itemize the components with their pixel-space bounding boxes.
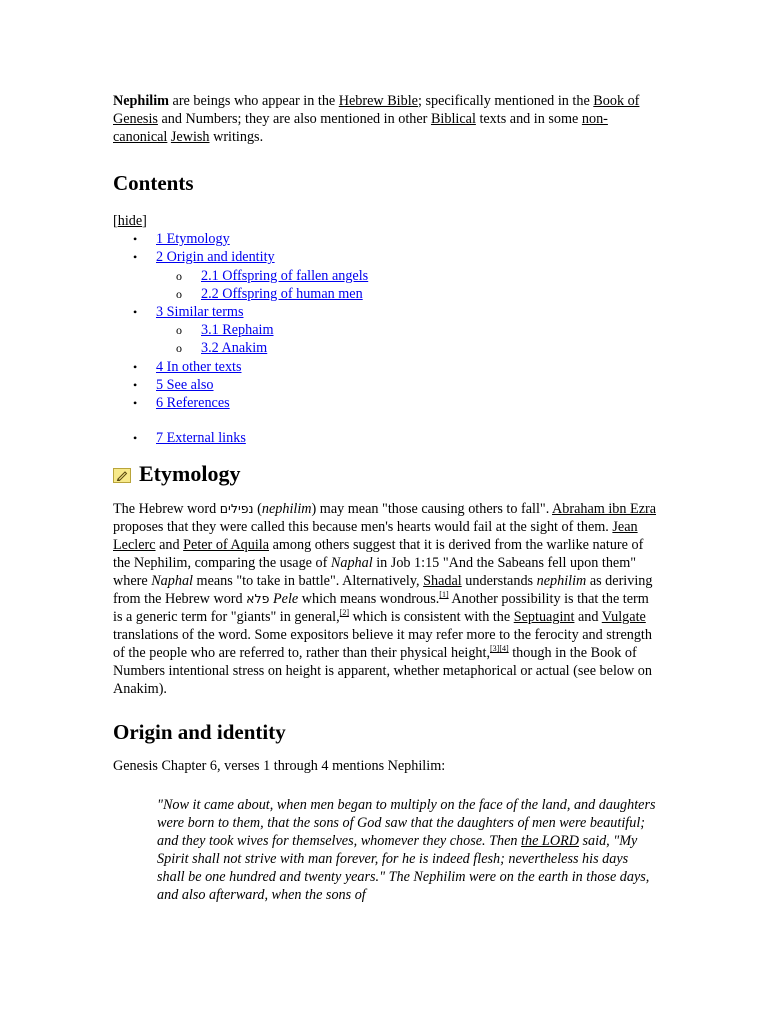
bullet-icon: •	[133, 250, 138, 265]
link-non-canonical[interactable]: non-canonical	[113, 111, 608, 145]
circle-bullet-icon: o	[176, 268, 182, 283]
etymology-heading-text: Etymology	[139, 461, 241, 487]
toc-hide-toggle: [hide]	[113, 213, 147, 229]
table-of-contents	[113, 212, 658, 447]
link-shadal[interactable]: Shadal	[423, 573, 462, 590]
toc-item	[113, 394, 658, 412]
toc-subitem	[113, 285, 658, 303]
link-abraham-ibn-ezra[interactable]: Abraham ibn Ezra	[552, 501, 657, 518]
toc-link-rephaim[interactable]: 3.1 Rephaim	[201, 322, 274, 339]
link-hebrew-bible[interactable]: Hebrew Bible	[338, 93, 418, 109]
link-the-lord[interactable]: the LORD	[521, 833, 579, 850]
toc-list	[113, 230, 658, 447]
contents-heading: Contents	[113, 171, 194, 195]
toc-hide-link[interactable]: hide	[117, 213, 143, 229]
etymology-heading	[113, 461, 658, 487]
link-septuagint[interactable]: Septuagint	[513, 609, 575, 626]
intro-paragraph: Nephilim are beings who appear in the Hebrew Bible; specifically mentioned in the Book of Genesis and Numbers; they are also mentioned in other Biblical texts and in some non-canonical Jewish writings.	[113, 93, 640, 145]
link-jewish[interactable]: Jewish	[170, 129, 210, 145]
bullet-icon: •	[133, 305, 138, 320]
bullet-icon: •	[133, 232, 138, 247]
toc-link-etymology[interactable]: 1 Etymology	[156, 231, 230, 248]
toc-subitem	[113, 339, 658, 357]
intro-term: Nephilim	[113, 93, 169, 109]
genesis-quote: "Now it came about, when men began to multiply on the face of the land, and daughters were born to them, that the sons of God saw that the daughters of men were beautiful; and they took wives for themselves, whomever they chose. Then the LORD said, "My Spirit shall not strive with man forever, for he is indeed flesh; nevertheless his days shall be one hundred and twenty years." The Nephilim were on the earth in those days, and also afterward, when the sons of	[157, 797, 656, 904]
origin-paragraph: Genesis Chapter 6, verses 1 through 4 mentions Nephilim:	[113, 758, 446, 775]
link-book-of-genesis[interactable]: Book of Genesis	[113, 93, 640, 127]
link-jean-leclerc[interactable]: Jean Leclerc	[113, 519, 638, 554]
toc-link-similar-terms[interactable]: 3 Similar terms	[156, 304, 244, 321]
toc-subitem	[113, 267, 658, 285]
ref-4[interactable]: [4]	[499, 644, 509, 654]
toc-item	[113, 429, 658, 447]
pencil-icon	[116, 470, 128, 481]
circle-bullet-icon: o	[176, 323, 182, 338]
toc-link-other-texts[interactable]: 4 In other texts	[156, 358, 242, 375]
bullet-icon: •	[133, 396, 138, 411]
toc-item	[113, 230, 658, 248]
toc-subitem	[113, 321, 658, 339]
toc-link-origin[interactable]: 2 Origin and identity	[156, 249, 275, 266]
bullet-icon: •	[133, 431, 138, 446]
hebrew-pele: פלא	[246, 591, 270, 607]
bullet-icon: •	[133, 359, 138, 374]
link-biblical[interactable]: Biblical	[430, 111, 476, 127]
toc-link-external-links[interactable]: 7 External links	[156, 430, 246, 447]
toc-item	[113, 303, 658, 321]
article-page	[113, 92, 658, 904]
ref-3[interactable]: [3]	[490, 644, 500, 654]
ref-2[interactable]: [2]	[339, 608, 350, 618]
toc-link-anakim[interactable]: 3.2 Anakim	[201, 340, 268, 357]
circle-bullet-icon: o	[176, 341, 182, 356]
circle-bullet-icon: o	[176, 286, 182, 301]
toc-link-references[interactable]: 6 References	[156, 395, 230, 412]
link-peter-of-aquila[interactable]: Peter of Aquila	[183, 537, 270, 554]
origin-heading: Origin and identity	[113, 720, 286, 745]
hebrew-word: נפילים	[219, 501, 254, 517]
toc-link-see-also[interactable]: 5 See also	[156, 376, 214, 393]
toc-link-human-men[interactable]: 2.2 Offspring of human men	[201, 285, 363, 302]
edit-icon[interactable]	[113, 468, 131, 483]
etymology-paragraph: The Hebrew word נפילים (nephilim) may mean "those causing others to fall". Abraham ibn Ezra proposes that they were called this because men's hearts would fail at the sight of them. Jean Leclerc and Peter of Aquila among others suggest that it is derived from the warlike nature of the Nephilim, comparing the usage of Naphal in Job 1:15 "And the Sabeans fell upon them" where Naphal means "to take in battle". Alternatively, Shadal understands nephilim as deriving from the Hebrew word פלא Pele which means wondrous.[1] Another possibility is that the term is a generic term for "giants" in general,[2] which is consistent with the Septuagint and Vulgate translations of the word. Some expositors believe it may refer more to the ferocity and strength of the people who are referred to, rather than their physical height,[3][4] though in the Book of Numbers intentional stress on height is apparent, whether metaphorical or actual (see below on Anakim).	[113, 501, 657, 698]
ref-1[interactable]: [1]	[439, 590, 449, 600]
toc-link-fallen-angels[interactable]: 2.1 Offspring of fallen angels	[201, 267, 369, 284]
link-vulgate[interactable]: Vulgate	[601, 609, 646, 626]
toc-item	[113, 248, 658, 266]
bullet-icon: •	[133, 377, 138, 392]
toc-item	[113, 376, 658, 394]
toc-item	[113, 358, 658, 376]
